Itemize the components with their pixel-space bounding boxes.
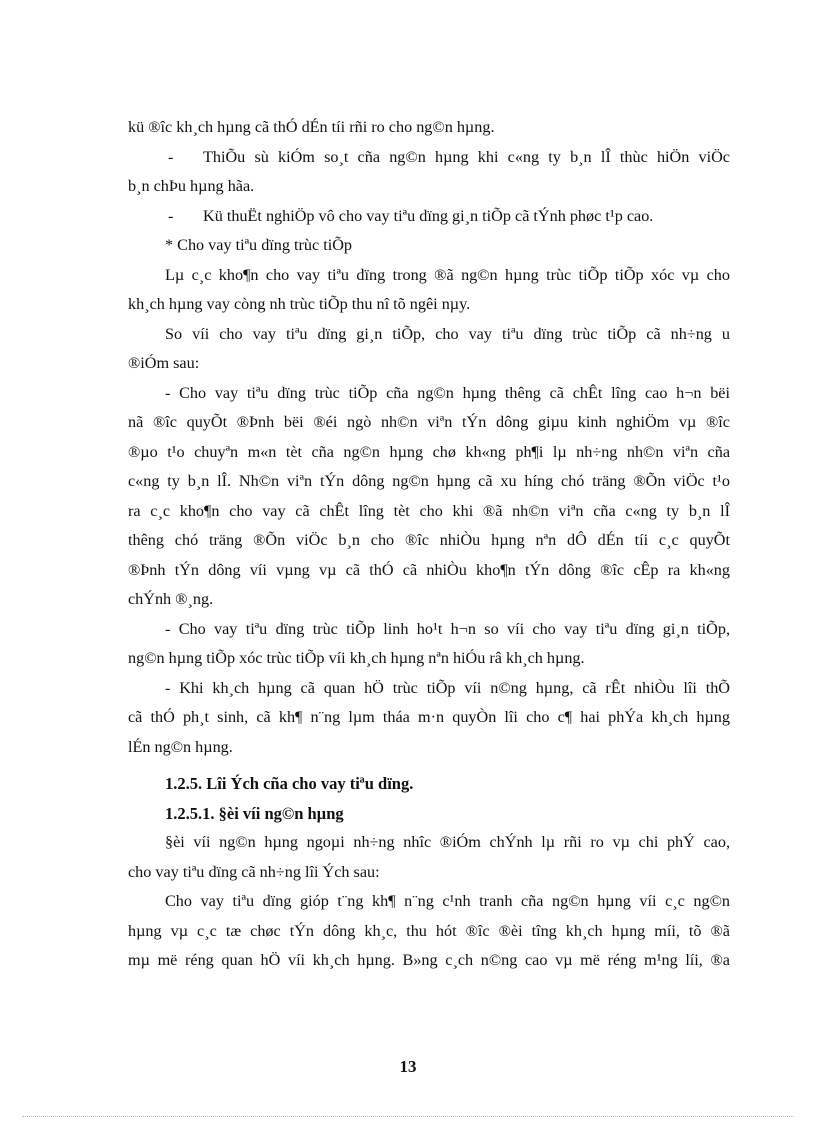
dash-marker: - <box>168 206 174 225</box>
paragraph-line: chÝnh ®¸ng. <box>128 590 214 608</box>
paragraph-line: b¸n chÞu hµng hãa. <box>128 177 255 195</box>
page-break-divider <box>22 1116 794 1117</box>
paragraph-line: So víi cho vay tiªu dïng gi¸n tiÕp, cho vay tiªu dïng trùc tiÕp cã nh÷ng u <box>165 324 730 343</box>
paragraph-line: ra c¸c kho¶n cho vay cã chÊt lîng tèt cho khi ®ã nh©n viªn cña c«ng ty b¸n lÎ <box>128 501 730 520</box>
paragraph-line: cho vay tiªu dïng cã nh÷ng lîi Ých sau: <box>128 862 380 881</box>
paragraph-line: §èi víi ng©n hµng ngoµi nh÷ng nhîc ®iÓm chÝnh lµ rñi ro vµ chi phÝ cao, <box>165 833 730 851</box>
paragraph-line: - Cho vay tiªu dïng trùc tiÕp linh ho¹t h¬n so víi cho vay tiªu dïng gi¸n tiÕp, <box>165 619 730 638</box>
paragraph-line: hµng vµ c¸c tæ chøc tÝn dông kh¸c, thu hót ®îc ®èi tîng kh¸ch hµng míi, tõ ®ã <box>128 921 730 940</box>
paragraph-line: Lµ c¸c kho¶n cho vay tiªu dïng trong ®ã ng©n hµng trùc tiÕp tiÕp xóc vµ cho <box>165 265 730 284</box>
section-heading: 1.2.5. Lîi Ých cña cho vay tiªu dïng. <box>165 774 414 793</box>
paragraph-line: ®Þnh tÝn dông víi vµng vµ cã thÓ cã nhiÒu kho¶n tÝn dông ®îc cÊp ra kh«ng <box>128 560 730 579</box>
paragraph-line: nã ®îc quyÕt ®Þnh bëi ®éi ngò nh©n viªn tÝn dông giµu kinh nghiÖm vµ ®îc <box>128 413 730 431</box>
paragraph-line: - Cho vay tiªu dïng trùc tiÕp cña ng©n hµng thêng cã chÊt lîng cao h¬n bëi <box>165 383 730 402</box>
bullet-line <box>128 143 730 173</box>
paragraph-line: kh¸ch hµng vay còng nh trùc tiÕp thu nî tõ ngêi nµy. <box>128 295 471 313</box>
paragraph-line: thêng chó träng ®Õn viÖc b¸n cho ®îc nhiÒu hµng nªn dÔ dÉn tíi c¸c quyÕt <box>128 531 730 549</box>
page-number: 13 <box>399 1057 417 1076</box>
subheading: * Cho vay tiªu dïng trùc tiÕp <box>165 236 353 254</box>
bullet-line <box>128 202 730 232</box>
bullet-text: Kü thuËt nghiÖp vô cho vay tiªu dïng gi¸n tiÕp cã tÝnh phøc t¹p cao. <box>203 206 654 225</box>
bullet-text: ThiÕu sù kiÓm so¸t cña ng©n hµng khi c«ng ty b¸n lÎ thùc hiÖn viÖc <box>203 147 730 166</box>
paragraph-line: mµ më réng quan hÖ víi kh¸ch hµng. B»ng c¸ch n©ng cao vµ më réng m¹ng líi, ®a <box>128 951 730 969</box>
paragraph-line: ®iÓm sau: <box>128 354 200 372</box>
paragraph-line: c«ng ty b¸n lÎ. Nh©n viªn tÝn dông ng©n hµng cã xu híng chó träng ®Õn viÖc t¹o <box>128 472 730 490</box>
document-body <box>128 113 730 976</box>
paragraph-line: ®µo t¹o chuyªn m«n tèt cña ng©n hµng chø kh«ng ph¶i lµ nh÷ng nh©n viªn cña <box>128 442 730 461</box>
paragraph-line: - Khi kh¸ch hµng cã quan hÖ trùc tiÕp víi n©ng hµng, cã rÊt nhiÒu lîi thÕ <box>165 678 730 697</box>
paragraph-line: cã thÓ ph¸t sinh, cã kh¶ n¨ng lµm tháa m·n quyÒn lîi cho c¶ hai phÝa kh¸ch hµng <box>128 708 730 726</box>
paragraph-line: ng©n hµng tiÕp xóc trùc tiÕp víi kh¸ch hµng nªn hiÓu râ kh¸ch hµng. <box>128 649 585 667</box>
subsection-heading: 1.2.5.1. §èi víi ng©n hµng <box>165 803 344 823</box>
dash-marker: - <box>168 147 174 166</box>
paragraph-line: Cho vay tiªu dïng gióp t¨ng kh¶ n¨ng c¹nh tranh cña ng©n hµng víi c¸c ng©n <box>165 892 730 910</box>
paragraph-line: lÉn ng©n hµng. <box>128 737 233 756</box>
paragraph-line: kü ®îc kh¸ch hµng cã thÓ dÉn tíi rñi ro cho ng©n hµng. <box>128 118 495 136</box>
